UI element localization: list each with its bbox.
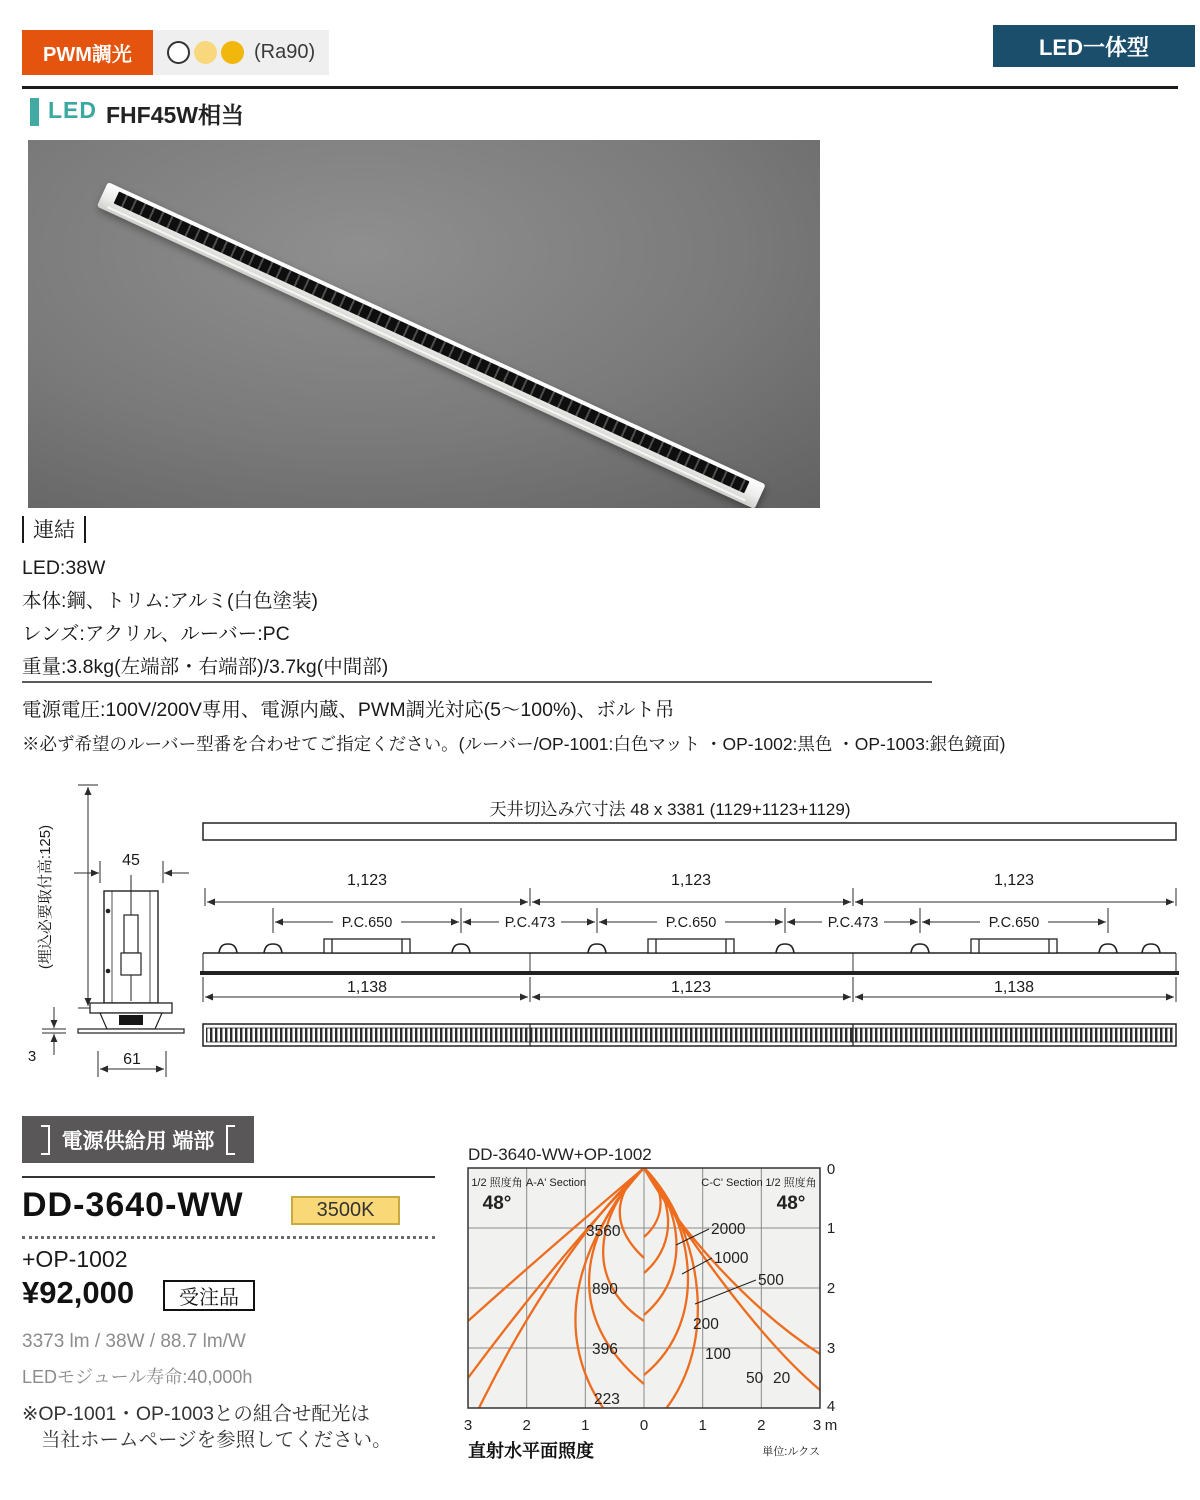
- lux-500: 500: [758, 1272, 784, 1289]
- lux-890: 890: [592, 1281, 618, 1298]
- color-temp-badge: 3500K: [291, 1196, 400, 1225]
- made-to-order-badge: 受注品: [163, 1280, 255, 1311]
- x-1l: 1: [581, 1417, 590, 1434]
- bracket-left-icon: [41, 1125, 50, 1155]
- connect-text: 連結: [33, 519, 75, 542]
- spec-lens-material: レンズ:アクリル、ルーバー:PC: [22, 623, 290, 645]
- pwm-dimming-badge: PWM調光: [22, 30, 153, 75]
- lux-3560: 3560: [586, 1223, 621, 1240]
- pc-dim-1: P.C.650: [341, 915, 393, 931]
- model-number: DD-3640-WW: [22, 1186, 244, 1224]
- cri-label: (Ra90): [254, 41, 316, 63]
- section-badge-label: 電源供給用 端部: [61, 1129, 215, 1153]
- led-integrated-badge: LED一体型: [993, 25, 1195, 67]
- wattage-equivalent-label: FHF45W相当: [106, 102, 244, 128]
- section-aa-label: A-A' Section: [525, 1177, 587, 1189]
- spec-weight: 重量:3.8kg(左端部・右端部)/3.7kg(中間部): [22, 656, 389, 678]
- width-axis-labels: [464, 1417, 821, 1434]
- connect-bar-right: [84, 516, 86, 543]
- black-louver-strip: [114, 191, 750, 493]
- trim-dim: 3: [27, 1048, 37, 1065]
- section-cc-label: C-C' Section: [701, 1177, 763, 1189]
- base-dim: 61: [123, 1051, 141, 1068]
- louver-order-note: ※必ず希望のルーバー型番を合わせてご指定ください。(ルーバー/OP-1001:白色マット ・OP-1002:黒色 ・OP-1003:銀色鏡面): [22, 734, 1006, 754]
- distribution-note-line2: 当社ホームページを参照してください。: [41, 1429, 392, 1451]
- bottom-dimension-labels: [330, 979, 1051, 996]
- left-angle-label: 1/2 照度角: [471, 1177, 523, 1189]
- lux-2000: 2000: [711, 1221, 746, 1238]
- left-angle-value: 48°: [482, 1193, 512, 1214]
- spec-body-material: 本体:鋼、トリム:アルミ(白色塗装): [22, 590, 319, 612]
- lux-100: 100: [705, 1346, 731, 1363]
- width-dim: 45: [122, 852, 140, 869]
- lux-200: 200: [693, 1316, 719, 1333]
- chart-title: DD-3640-WW+OP-1002: [468, 1145, 652, 1164]
- cri-strip: [153, 30, 329, 75]
- x-1r: 1: [698, 1417, 707, 1434]
- pc-dim-4: P.C.473: [827, 915, 879, 931]
- bottom-louver-view: [203, 1024, 1176, 1046]
- lux-223: 223: [594, 1391, 620, 1408]
- axis-unit-m: m: [824, 1417, 838, 1434]
- right-angle-label: 1/2 照度角: [765, 1177, 817, 1189]
- connect-type-label: [22, 514, 86, 544]
- y-2: 2: [826, 1280, 836, 1297]
- trim-dim-lines: [42, 1007, 66, 1055]
- depth-axis-labels: [825, 1161, 838, 1434]
- led-lifetime: LEDモジュール寿命:40,000h: [22, 1367, 253, 1387]
- section-divider: [22, 1176, 435, 1178]
- power-voltage-note: 電源電圧:100V/200V専用、電源内蔵、PWM調光対応(5〜100%)、ボルト吊: [22, 699, 675, 721]
- distribution-note-line1: ※OP-1001・OP-1003との組合せ配光は: [22, 1403, 370, 1425]
- performance-specs: 3373 lm / 38W / 88.7 lm/W: [22, 1331, 246, 1352]
- bottom-dim-3: 1,138: [993, 979, 1035, 996]
- right-angle-value: 48°: [776, 1193, 806, 1214]
- lux-20: 20: [773, 1370, 791, 1387]
- pc-dim-2: P.C.473: [504, 915, 556, 931]
- spec-wattage: LED:38W: [22, 557, 106, 579]
- y-1: 1: [826, 1220, 836, 1237]
- top-dim-2: 1,123: [670, 872, 712, 889]
- chart-x-axis-title: 直射水平面照度: [468, 1441, 594, 1461]
- recess-height-dim: (埋込必要取付高:125): [37, 824, 54, 970]
- lux-396: 396: [592, 1341, 618, 1358]
- pc-dim-5: P.C.650: [988, 915, 1040, 931]
- spec-list: [22, 552, 388, 684]
- linear-fixture-image: [97, 182, 766, 508]
- led-accent-bar: [30, 98, 39, 126]
- x-2l: 2: [522, 1417, 531, 1434]
- x-0: 0: [639, 1417, 649, 1434]
- y-4: 4: [826, 1398, 836, 1415]
- lux-1000: 1000: [714, 1250, 749, 1267]
- photometric-chart: [452, 1142, 852, 1477]
- y-0: 0: [826, 1161, 836, 1178]
- header-divider: [22, 86, 1178, 89]
- x-3l: 3: [463, 1417, 473, 1434]
- price: ¥92,000: [22, 1275, 135, 1310]
- bottom-dim-1: 1,138: [346, 979, 388, 996]
- led-label: LED: [48, 97, 97, 123]
- bracket-right-icon: [226, 1125, 235, 1155]
- lamp-color-white-icon: [167, 41, 190, 64]
- top-dimension-lines: [205, 888, 1176, 906]
- ceiling-cutout-rect: [203, 823, 1176, 840]
- fixture-trim-highlight: [107, 206, 746, 501]
- product-photo: [28, 140, 820, 508]
- connect-bar-left: [22, 516, 24, 543]
- pc-dim-3: P.C.650: [665, 915, 717, 931]
- x-2r: 2: [757, 1417, 766, 1434]
- option-code: +OP-1002: [22, 1246, 128, 1272]
- side-elevation: [200, 939, 1179, 975]
- lamp-color-gold-icon: [221, 41, 244, 64]
- top-dim-3: 1,123: [993, 872, 1035, 889]
- lux-50: 50: [746, 1370, 764, 1387]
- spec-divider: [22, 681, 932, 683]
- x-3r: 3: [812, 1417, 822, 1434]
- dotted-divider: [22, 1236, 435, 1239]
- cross-section-body: [78, 875, 184, 1033]
- cross-section: [28, 785, 189, 1077]
- bottom-dim-2: 1,123: [670, 979, 712, 996]
- power-feed-end-badge: [22, 1116, 254, 1163]
- top-dim-1: 1,123: [346, 872, 388, 889]
- y-3: 3: [826, 1340, 836, 1357]
- dimension-drawing: [20, 765, 1190, 1110]
- cutout-dimension-label: 天井切込み穴寸法 48 x 3381 (1129+1123+1129): [489, 800, 851, 819]
- lamp-color-warm-icon: [194, 41, 217, 64]
- chart-unit-note: 単位:ルクス: [762, 1446, 820, 1458]
